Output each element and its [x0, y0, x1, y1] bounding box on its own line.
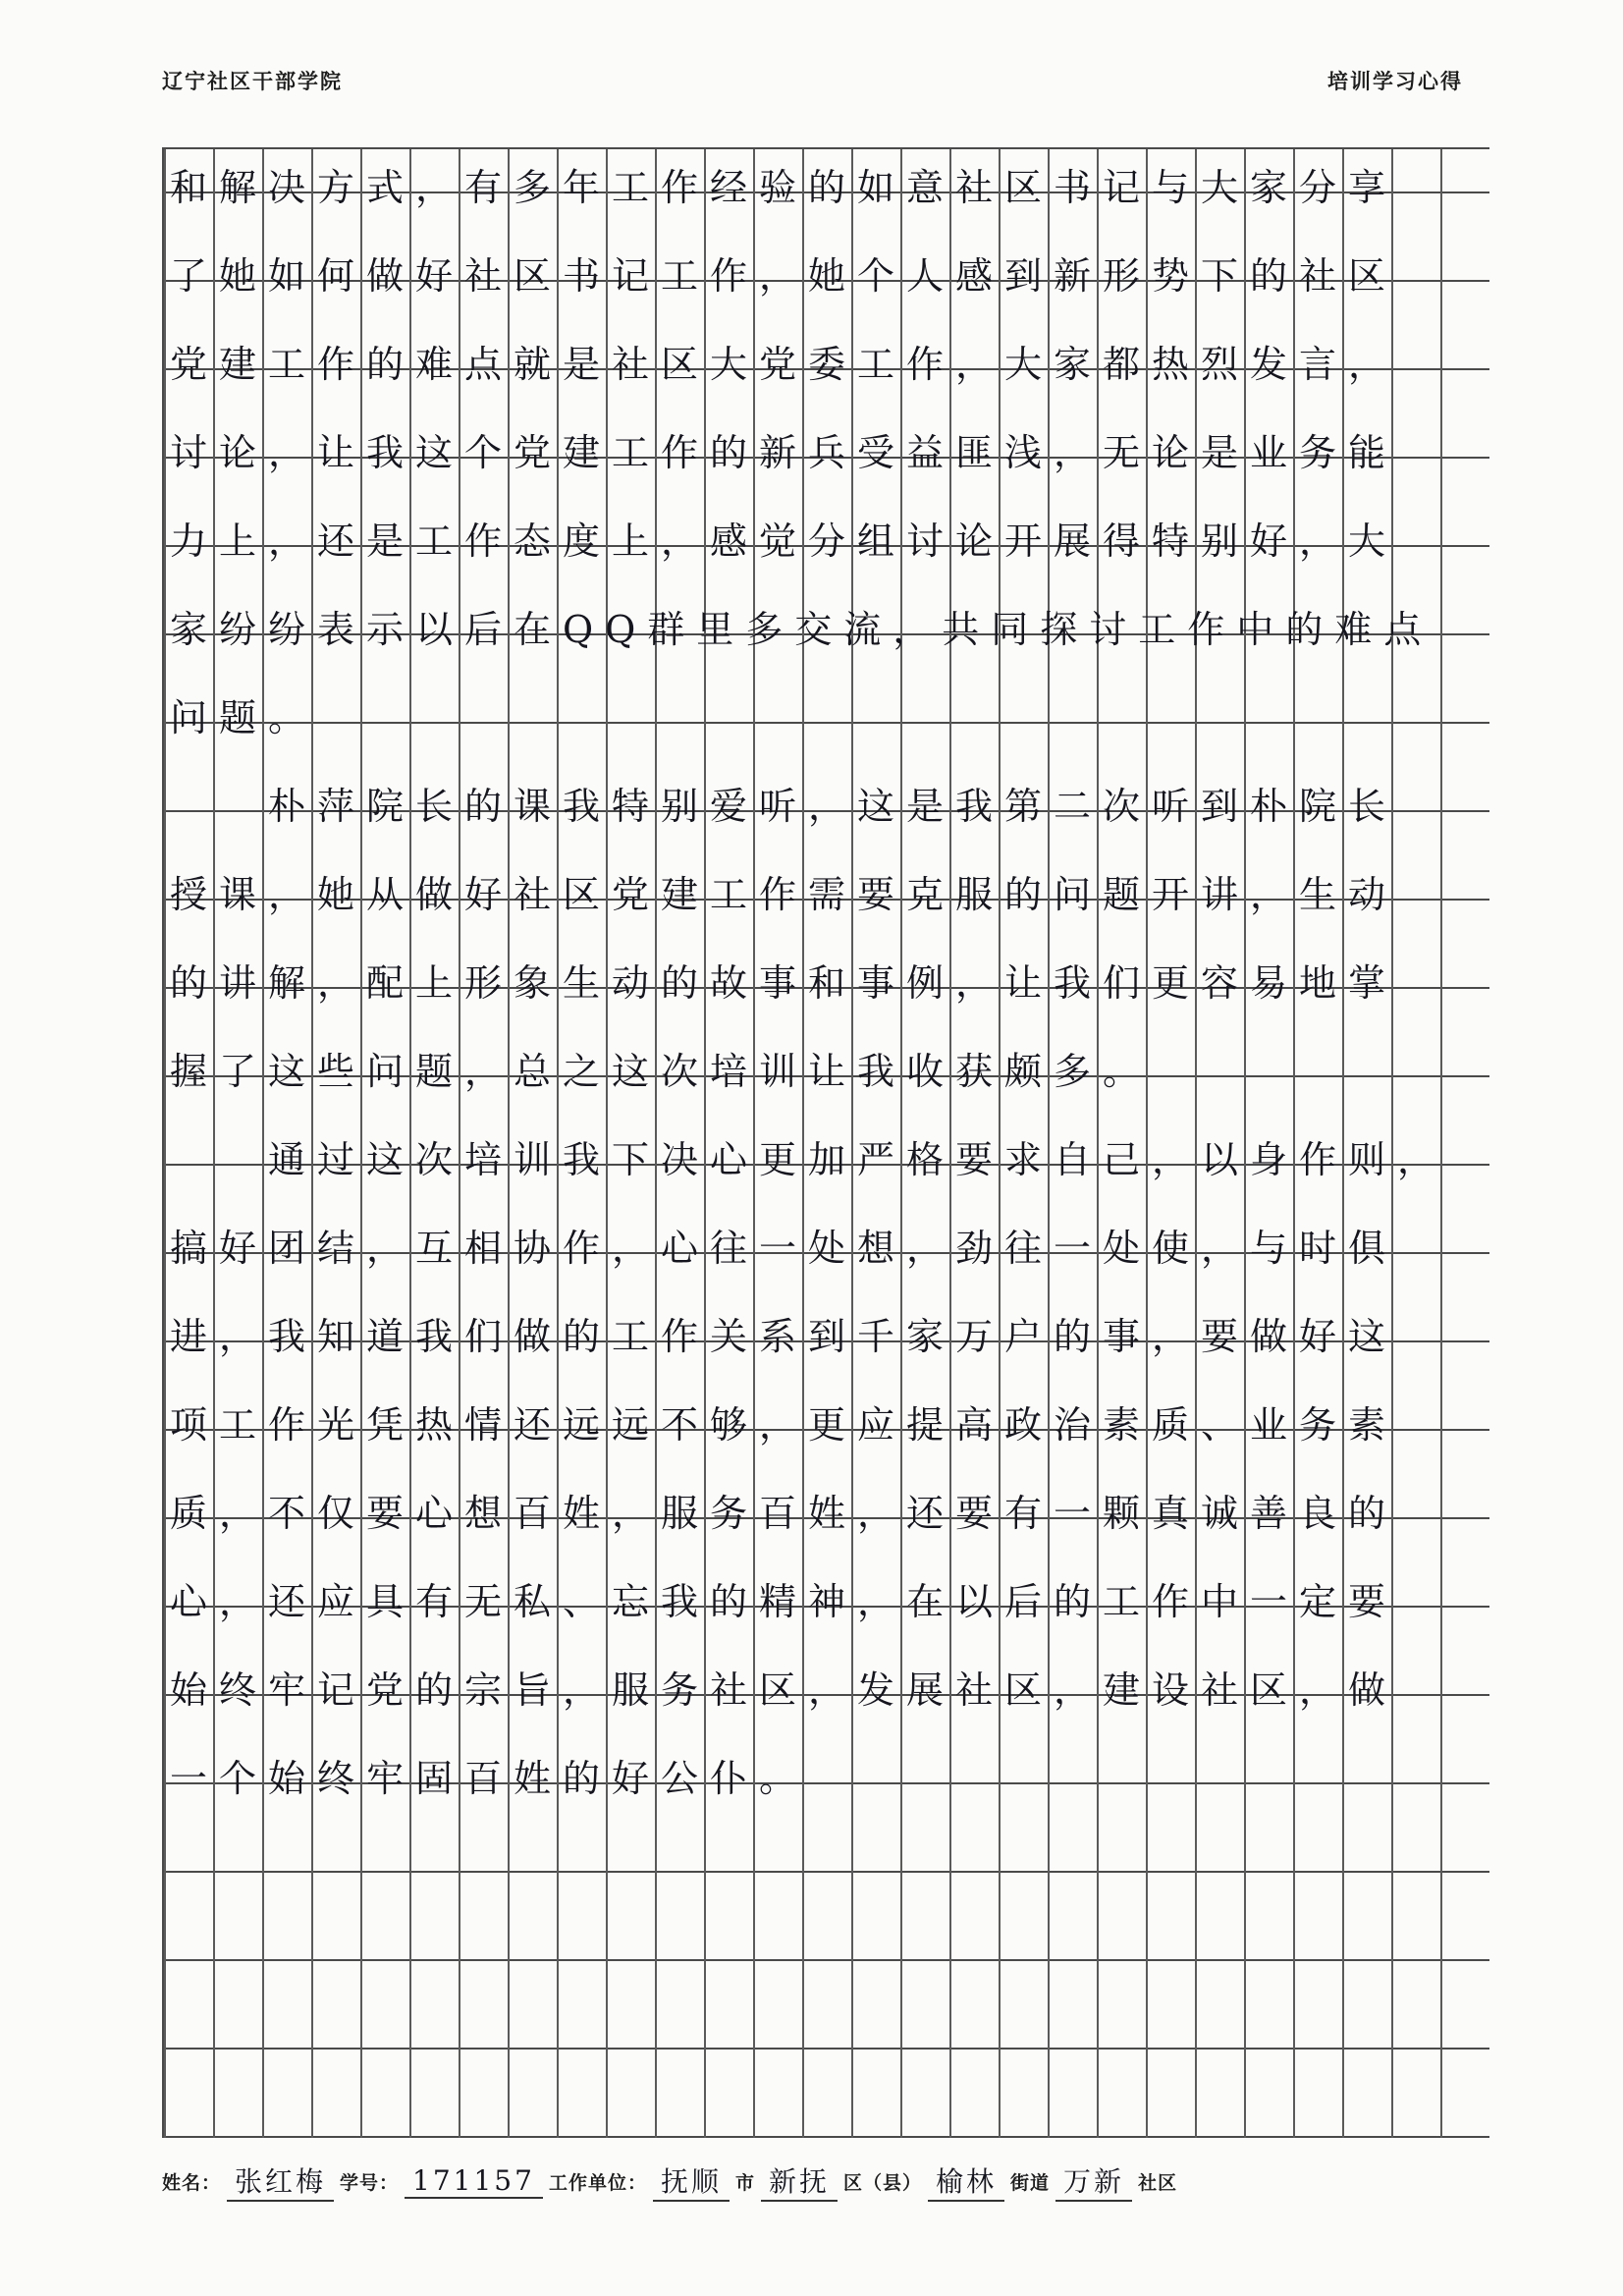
- text-line: 搞好团结，互相协作，心往一处想，劲往一处使，与时俱: [170, 1227, 1398, 1270]
- city-suffix: 市: [734, 2171, 755, 2194]
- district-suffix: 区（县）: [843, 2171, 923, 2194]
- city-value: 抚顺: [653, 2160, 730, 2202]
- district-value: 新抚: [761, 2160, 838, 2202]
- text-line: 了她如何做好社区书记工作，她个人感到新形势下的社区: [170, 254, 1398, 298]
- text-line: 问题。: [170, 696, 318, 739]
- institution-name: 辽宁社区干部学院: [162, 70, 343, 93]
- text-line: 进，我知道我们做的工作关系到千家万户的事，要做好这: [170, 1315, 1398, 1358]
- text-line: 讨论，让我这个党建工作的新兵受益匪浅，无论是业务能: [170, 431, 1398, 474]
- signature-footer: [162, 2160, 1463, 2202]
- community-suffix: 社区: [1138, 2171, 1178, 2194]
- work-unit-label: 工作单位：: [548, 2171, 647, 2194]
- text-line: 一个始终牢固百姓的好公仆。: [170, 1757, 809, 1800]
- page-header: [162, 61, 1463, 100]
- community-value: 万新: [1055, 2160, 1132, 2202]
- document-type: 培训学习心得: [1327, 70, 1463, 93]
- text-line: 力上，还是工作态度上，感觉分组讨论开展得特别好，大: [170, 519, 1398, 563]
- street-suffix: 街道: [1010, 2171, 1051, 2194]
- text-line: 质，不仅要心想百姓，服务百姓，还要有一颗真诚善良的: [170, 1492, 1398, 1535]
- text-line: 心，还应具有无私、忘我的精神，在以后的工作中一定要: [170, 1580, 1398, 1623]
- text-line: 家纷纷表示以后在QQ群里多交流，共同探讨工作中的难点: [170, 608, 1434, 651]
- text-line: 的讲解，配上形象生动的故事和事例，让我们更容易地掌: [170, 961, 1398, 1005]
- student-id-value: 171157: [405, 2164, 543, 2199]
- text-line: 授课，她从做好社区党建工作需要克服的问题开讲，生动: [170, 873, 1398, 916]
- student-id-label: 学号：: [340, 2171, 400, 2194]
- text-line: 和解决方式，有多年工作经验的如意社区书记与大家分享: [170, 166, 1398, 209]
- text-line: 始终牢记党的宗旨，服务社区，发展社区，建设社区，做: [170, 1668, 1398, 1712]
- text-line: 朴萍院长的课我特别爱听，这是我第二次听到朴院长: [268, 785, 1398, 828]
- name-label: 姓名：: [162, 2171, 222, 2194]
- handwritten-body: [164, 149, 1489, 1829]
- text-line: 党建工作的难点就是社区大党委工作，大家都热烈发言，: [170, 343, 1398, 386]
- text-line: 通过这次培训我下决心更加严格要求自己，以身作则，: [268, 1138, 1447, 1181]
- street-value: 榆林: [928, 2160, 1004, 2202]
- text-line: 握了这些问题，总之这次培训让我收获颇多。: [170, 1050, 1153, 1093]
- grid-paper: [162, 147, 1489, 2138]
- name-value: 张红梅: [227, 2160, 334, 2202]
- text-line: 项工作光凭热情还远远不够，更应提高政治素质、业务素: [170, 1403, 1398, 1447]
